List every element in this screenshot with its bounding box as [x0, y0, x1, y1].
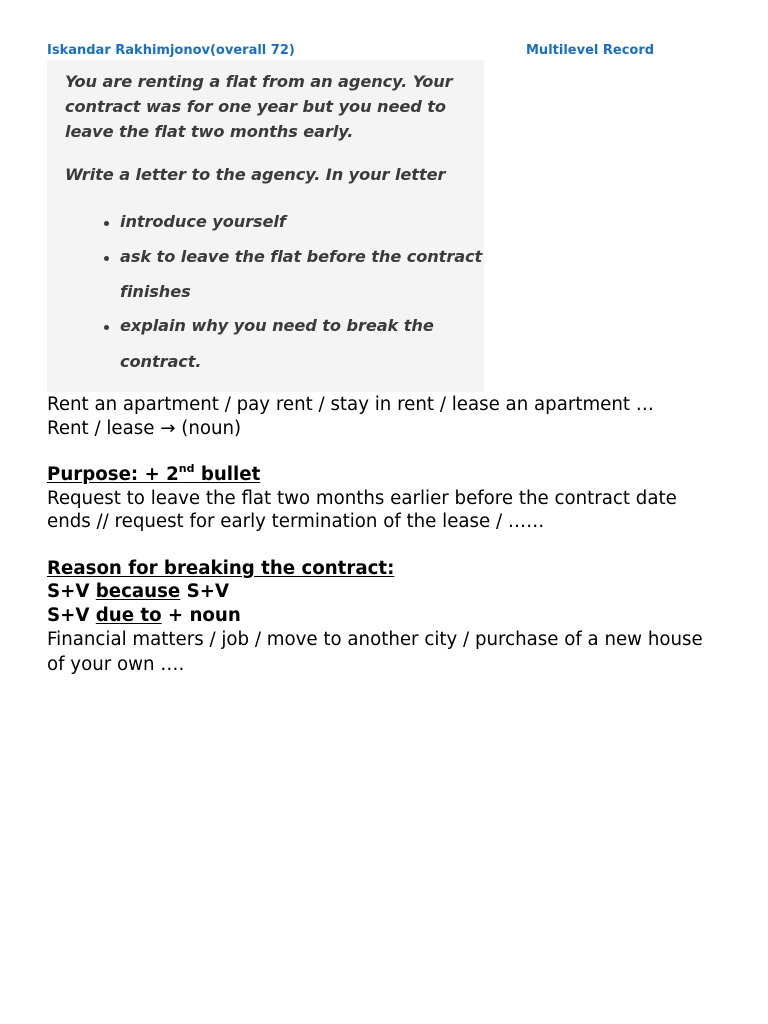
task-prompt-image	[47, 60, 484, 392]
task-bullet-item: introduce yourself	[120, 212, 286, 231]
purpose-line: ends // request for early termination of the lease / ……	[47, 511, 545, 532]
grammar-pattern: S+V because S+V	[47, 581, 230, 602]
vocab-text: Rent / lease	[47, 418, 161, 439]
vocab-text: (noun)	[175, 418, 242, 439]
grammar-pattern: S+V due to + noun	[47, 605, 241, 626]
reasons-line: Financial matters / job / move to another city / purchase of a new house	[47, 629, 703, 650]
page-header	[47, 43, 657, 61]
task-text-line: contract was for one year but you need to	[65, 97, 446, 116]
task-text-line: You are renting a flat from an agency. Your	[65, 72, 453, 91]
right-arrow-icon: →	[160, 418, 176, 439]
record-label: Multilevel Record	[526, 43, 655, 58]
reasons-line: of your own ….	[47, 654, 185, 675]
bullet-dot-icon	[104, 325, 109, 330]
bullet-dot-icon	[104, 256, 109, 261]
task-instruction: Write a letter to the agency. In your letter	[65, 165, 446, 184]
keyword-because: because	[95, 581, 181, 602]
task-bullet-continuation: finishes	[120, 282, 191, 301]
task-bullet-continuation: contract.	[120, 352, 202, 371]
vocab-line: Rent an apartment / pay rent / stay in rent / lease an apartment …	[47, 394, 654, 415]
bullet-dot-icon	[104, 221, 109, 226]
keyword-due-to: due to	[95, 605, 162, 626]
task-text-line: leave the flat two months early.	[65, 122, 354, 141]
purpose-line: Request to leave the flat two months earlier before the contract date	[47, 488, 677, 509]
purpose-heading: Purpose: + 2nd bullet	[47, 462, 261, 485]
author-label: Iskandar Rakhimjonov(overall 72)	[47, 43, 295, 58]
task-bullet-item: explain why you need to break the	[120, 316, 434, 335]
vocab-line	[47, 418, 241, 439]
task-bullet-item: ask to leave the flat before the contract	[120, 247, 483, 266]
reason-heading: Reason for breaking the contract:	[47, 558, 395, 579]
